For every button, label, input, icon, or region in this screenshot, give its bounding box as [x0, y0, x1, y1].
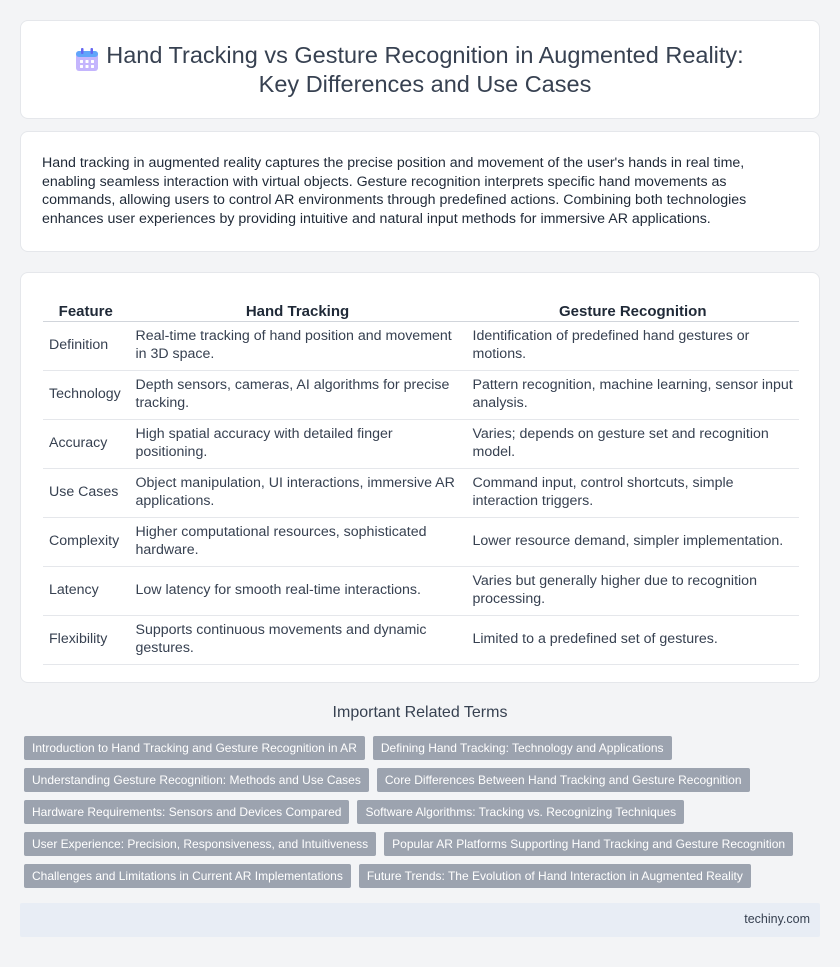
feature-cell: Definition [43, 321, 129, 370]
related-term-tag[interactable]: Core Differences Between Hand Tracking and Gesture Recognition [377, 768, 750, 792]
related-term-tag[interactable]: Popular AR Platforms Supporting Hand Tracking and Gesture Recognition [384, 832, 793, 856]
related-terms-heading: Important Related Terms [332, 704, 508, 721]
comparison-card [20, 272, 820, 683]
footer-site-link[interactable]: techiny.com [744, 912, 810, 926]
gesture-recognition-cell: Limited to a predefined set of gestures. [466, 615, 799, 664]
intro-card [20, 131, 820, 252]
related-term-tag[interactable]: User Experience: Precision, Responsiveness, and Intuitiveness [24, 832, 376, 856]
tag-row [24, 768, 804, 792]
hand-tracking-cell: Depth sensors, cameras, AI algorithms for precise tracking. [129, 370, 466, 419]
related-term-tag[interactable]: Future Trends: The Evolution of Hand Interaction in Augmented Reality [359, 864, 751, 888]
feature-cell: Complexity [43, 517, 129, 566]
table-header-row [43, 295, 799, 321]
related-term-tag[interactable]: Understanding Gesture Recognition: Methods and Use Cases [24, 768, 369, 792]
hand-tracking-cell: High spatial accuracy with detailed finger positioning. [129, 419, 466, 468]
table-row [43, 566, 799, 615]
hand-tracking-cell: Supports continuous movements and dynamic gestures. [129, 615, 466, 664]
feature-cell: Use Cases [43, 468, 129, 517]
table-row [43, 615, 799, 664]
feature-cell: Latency [43, 566, 129, 615]
page-title: Hand Tracking vs Gesture Recognition in Augmented Reality: Key Differences and Use Cases [106, 41, 744, 97]
gesture-recognition-cell: Varies but generally higher due to recognition processing. [466, 566, 799, 615]
table-row [43, 321, 799, 370]
gesture-recognition-cell: Command input, control shortcuts, simple interaction triggers. [466, 468, 799, 517]
feature-cell: Technology [43, 370, 129, 419]
header-card [20, 20, 820, 119]
column-header-hand-tracking: Hand Tracking [129, 295, 466, 321]
related-term-tag[interactable]: Defining Hand Tracking: Technology and Applications [373, 736, 672, 760]
table-row [43, 370, 799, 419]
footer [20, 903, 820, 937]
feature-cell: Flexibility [43, 615, 129, 664]
hand-tracking-cell: Higher computational resources, sophisticated hardware. [129, 517, 466, 566]
hand-tracking-cell: Low latency for smooth real-time interactions. [129, 566, 466, 615]
related-terms-list [24, 736, 804, 896]
column-header-gesture-recognition: Gesture Recognition [466, 295, 799, 321]
related-term-tag[interactable]: Hardware Requirements: Sensors and Devices Compared [24, 800, 349, 824]
gesture-recognition-cell: Varies; depends on gesture set and recognition model. [466, 419, 799, 468]
table-row [43, 468, 799, 517]
related-term-tag[interactable]: Introduction to Hand Tracking and Gesture Recognition in AR [24, 736, 365, 760]
comparison-table [43, 295, 799, 665]
tag-row [24, 832, 804, 856]
tag-row [24, 736, 804, 760]
hand-tracking-cell: Real-time tracking of hand position and movement in 3D space. [129, 321, 466, 370]
tag-row [24, 800, 804, 824]
gesture-recognition-cell: Identification of predefined hand gestures or motions. [466, 321, 799, 370]
tag-row [24, 864, 804, 888]
hand-tracking-cell: Object manipulation, UI interactions, immersive AR applications. [129, 468, 466, 517]
table-row [43, 419, 799, 468]
related-term-tag[interactable]: Software Algorithms: Tracking vs. Recognizing Techniques [357, 800, 684, 824]
intro-paragraph: Hand tracking in augmented reality captures the precise position and movement of the user's hands in real time, enabling seamless interaction with virtual objects. Gesture recognition interprets specific hand movements as commands, allowing users to control AR environments through predefined actions. Combining both technologies enhances user experiences by providing intuitive and natural input methods for immersive AR applications. [42, 155, 747, 227]
table-row [43, 517, 799, 566]
gesture-recognition-cell: Lower resource demand, simpler implementation. [466, 517, 799, 566]
column-header-feature: Feature [43, 295, 129, 321]
feature-cell: Accuracy [43, 419, 129, 468]
related-term-tag[interactable]: Challenges and Limitations in Current AR Implementations [24, 864, 351, 888]
gesture-recognition-cell: Pattern recognition, machine learning, sensor input analysis. [466, 370, 799, 419]
